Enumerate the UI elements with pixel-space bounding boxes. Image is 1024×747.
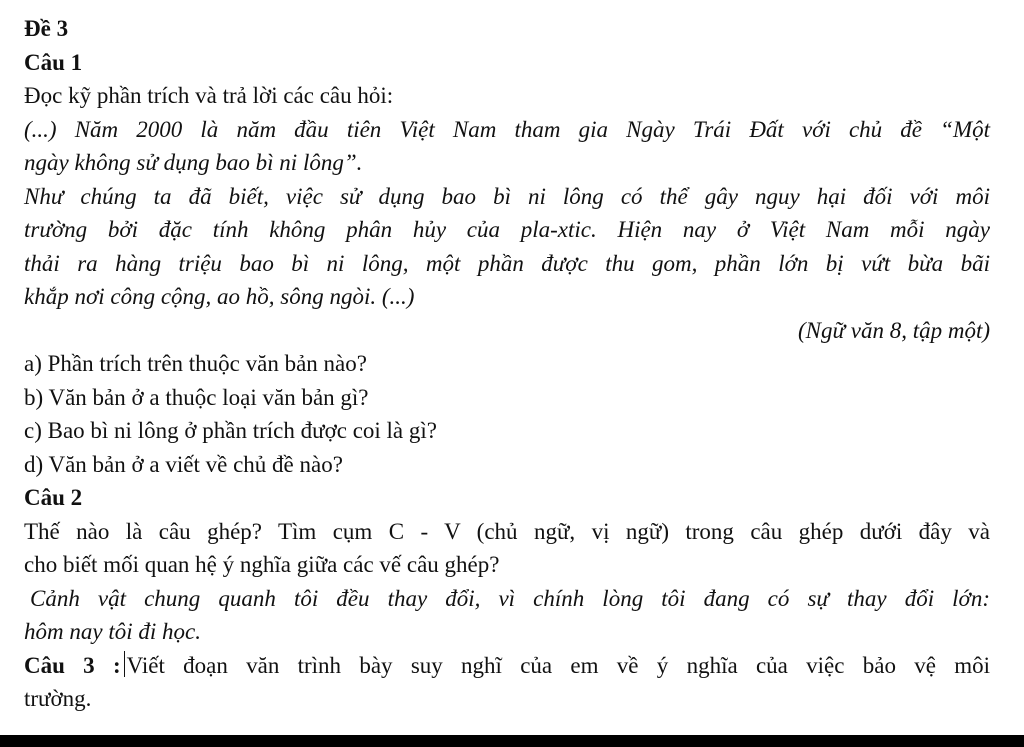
question-3-prompt: Viết đoạn văn trình bày suy nghĩ của em về ý nghĩa của việc bảo vệ môi — [126, 652, 990, 678]
question-3-heading: Câu 3 : — [24, 652, 121, 678]
question-2-prompt-line: cho biết mối quan hệ ý nghĩa giữa các vế câu ghép? — [24, 552, 500, 577]
passage-line: Như chúng ta đã biết, việc sử dụng bao bì ni lông có thể gây nguy hại đối với môi — [24, 183, 990, 209]
bottom-border-bar — [0, 735, 1024, 747]
example-sentence-line: Cảnh vật chung quanh tôi đều thay đổi, vì chính lòng tôi đang có sự thay đổi lớn: — [30, 585, 990, 611]
exam-page — [24, 12, 990, 716]
passage-line: (...) Năm 2000 là năm đầu tiên Việt Nam tham gia Ngày Trái Đất với chủ đề “Một — [24, 116, 990, 142]
question-3-line — [24, 649, 990, 683]
passage-line: trường bởi đặc tính không phân hủy của pla-xtic. Hiện nay ở Việt Nam mỗi ngày — [24, 217, 990, 242]
passage-source: (Ngữ văn 8, tập một) — [797, 317, 990, 343]
example-sentence-line: hôm nay tôi đi học. — [24, 619, 201, 644]
passage-line: thải ra hàng triệu bao bì ni lông, một phần được thu gom, phần lớn bị vứt bừa bãi — [24, 250, 990, 276]
question-1-heading: Câu 1 — [24, 49, 83, 75]
passage-line: ngày không sử dụng bao bì ni lông”. — [24, 150, 363, 175]
question-2-prompt-line: Thế nào là câu ghép? Tìm cụm C - V (chủ ngữ, vị ngữ) trong câu ghép dưới đây và — [24, 518, 990, 544]
question-1-subquestions — [24, 347, 990, 481]
subquestion-a: a) Phần trích trên thuộc văn bản nào? — [24, 351, 367, 376]
passage-line: khắp nơi công cộng, ao hồ, sông ngòi. (...) — [24, 284, 415, 309]
subquestion-b: b) Văn bản ở a thuộc loại văn bản gì? — [24, 384, 369, 410]
subquestion-d: d) Văn bản ở a viết về chủ đề nào? — [24, 451, 343, 477]
reading-passage — [24, 113, 990, 314]
question-3-prompt-line: trường. — [24, 686, 92, 711]
question-2-heading: Câu 2 — [24, 485, 83, 510]
text-cursor — [124, 651, 125, 677]
subquestion-c: c) Bao bì ni lông ở phần trích được coi là gì? — [24, 418, 437, 443]
exam-title: Đề 3 — [24, 16, 69, 41]
question-1-instruction: Đọc kỹ phần trích và trả lời các câu hỏi: — [24, 83, 394, 108]
